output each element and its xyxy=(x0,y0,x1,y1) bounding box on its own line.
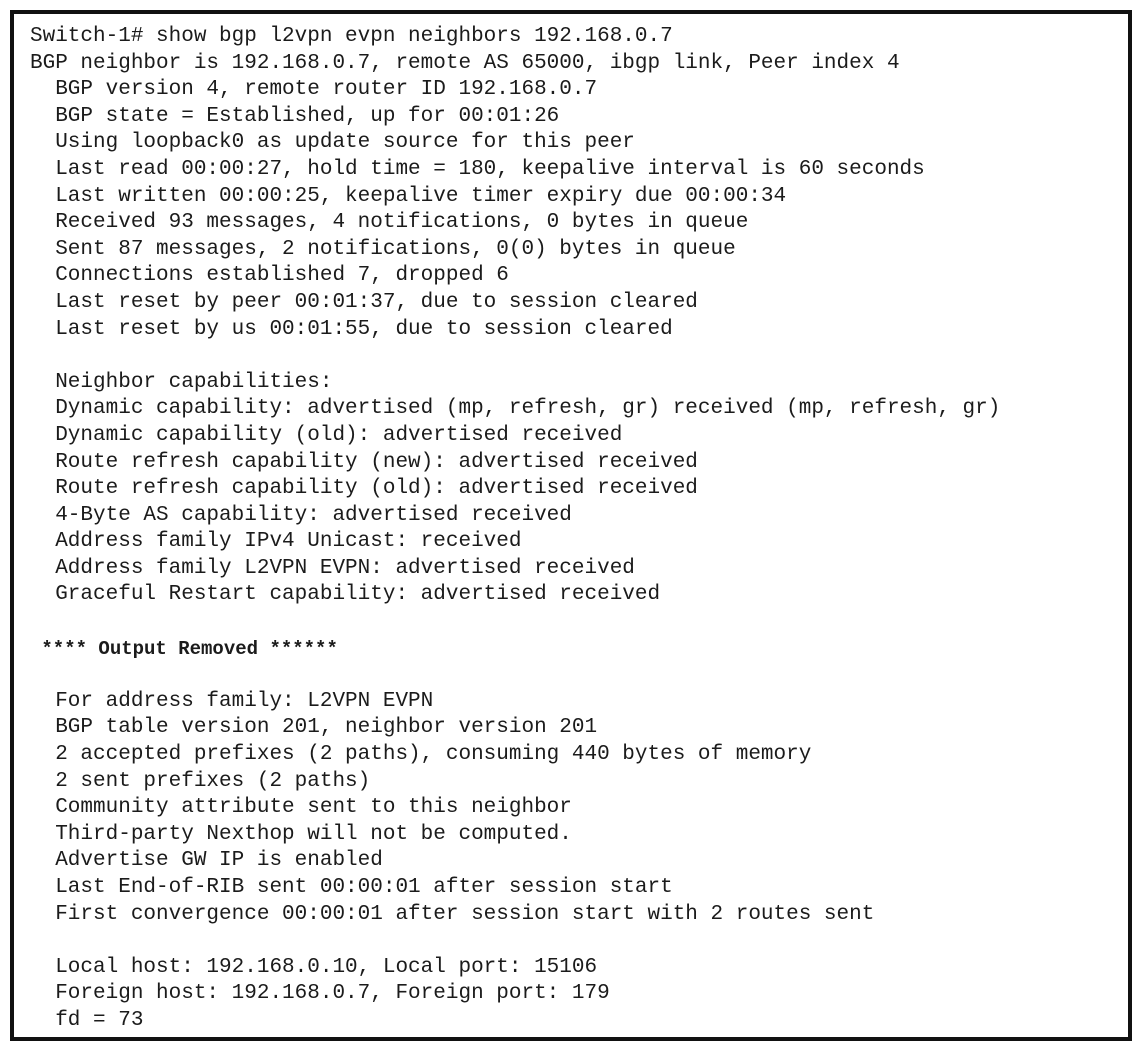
output-removed-notice: **** Output Removed ****** xyxy=(30,637,338,660)
output-line: 2 sent prefixes (2 paths) xyxy=(30,769,371,793)
output-line: Last written 00:00:25, keepalive timer expiry due 00:00:34 xyxy=(30,184,787,208)
output-line: BGP neighbor is 192.168.0.7, remote AS 65000, ibgp link, Peer index 4 xyxy=(30,51,900,75)
output-line: Sent 87 messages, 2 notifications, 0(0) bytes in queue xyxy=(30,237,736,261)
output-line: 4-Byte AS capability: advertised received xyxy=(30,503,572,527)
output-line: BGP state = Established, up for 00:01:26 xyxy=(30,104,560,128)
terminal-output-frame xyxy=(10,10,1132,1041)
output-line: Address family IPv4 Unicast: received xyxy=(30,530,522,554)
output-line: Route refresh capability (new): advertised received xyxy=(30,450,698,474)
output-line: Foreign host: 192.168.0.7, Foreign port: 179 xyxy=(30,982,610,1006)
output-line: BGP version 4, remote router ID 192.168.0.7 xyxy=(30,78,598,102)
output-line: BGP table version 201, neighbor version 201 xyxy=(30,716,598,740)
output-line: Last End-of-RIB sent 00:00:01 after session start xyxy=(30,876,673,899)
blank-line xyxy=(30,609,1116,636)
output-line: Last reset by us 00:01:55, due to session cleared xyxy=(30,317,673,341)
output-line: Graceful Restart capability: advertised received xyxy=(30,583,661,607)
output-line: fd = 73 xyxy=(30,1008,144,1032)
output-line: Dynamic capability: advertised (mp, refresh, gr) received (mp, refresh, gr) xyxy=(30,397,1001,421)
blank-line xyxy=(30,343,1116,370)
output-line: Last reset by peer 00:01:37, due to session cleared xyxy=(30,290,698,314)
command-line: Switch-1# show bgp l2vpn evpn neighbors 192.168.0.7 xyxy=(30,25,673,48)
section-heading: For address family: L2VPN EVPN xyxy=(30,689,434,713)
output-line: Dynamic capability (old): advertised received xyxy=(30,423,623,447)
output-line: Address family L2VPN EVPN: advertised received xyxy=(30,556,635,580)
output-line: 2 accepted prefixes (2 paths), consuming 440 bytes of memory xyxy=(30,743,812,767)
output-line: Local host: 192.168.0.10, Local port: 15106 xyxy=(30,955,598,979)
section-heading: Neighbor capabilities: xyxy=(30,370,333,394)
output-line: Received 93 messages, 4 notifications, 0 bytes in queue xyxy=(30,211,749,235)
output-line: Third-party Nexthop will not be computed. xyxy=(30,822,572,846)
output-line: First convergence 00:00:01 after session start with 2 routes sent xyxy=(30,902,875,926)
output-line: Community attribute sent to this neighbor xyxy=(30,796,572,820)
output-line: Using loopback0 as update source for this peer xyxy=(30,131,635,155)
output-line: Connections established 7, dropped 6 xyxy=(30,264,509,288)
output-line: Advertise GW IP is enabled xyxy=(30,849,383,873)
blank-line xyxy=(30,662,1116,689)
output-line: Route refresh capability (old): advertised received xyxy=(30,477,698,501)
output-line: Last read 00:00:27, hold time = 180, keepalive interval is 60 seconds xyxy=(30,157,925,181)
terminal-output xyxy=(30,24,1116,1035)
blank-line xyxy=(30,928,1116,955)
